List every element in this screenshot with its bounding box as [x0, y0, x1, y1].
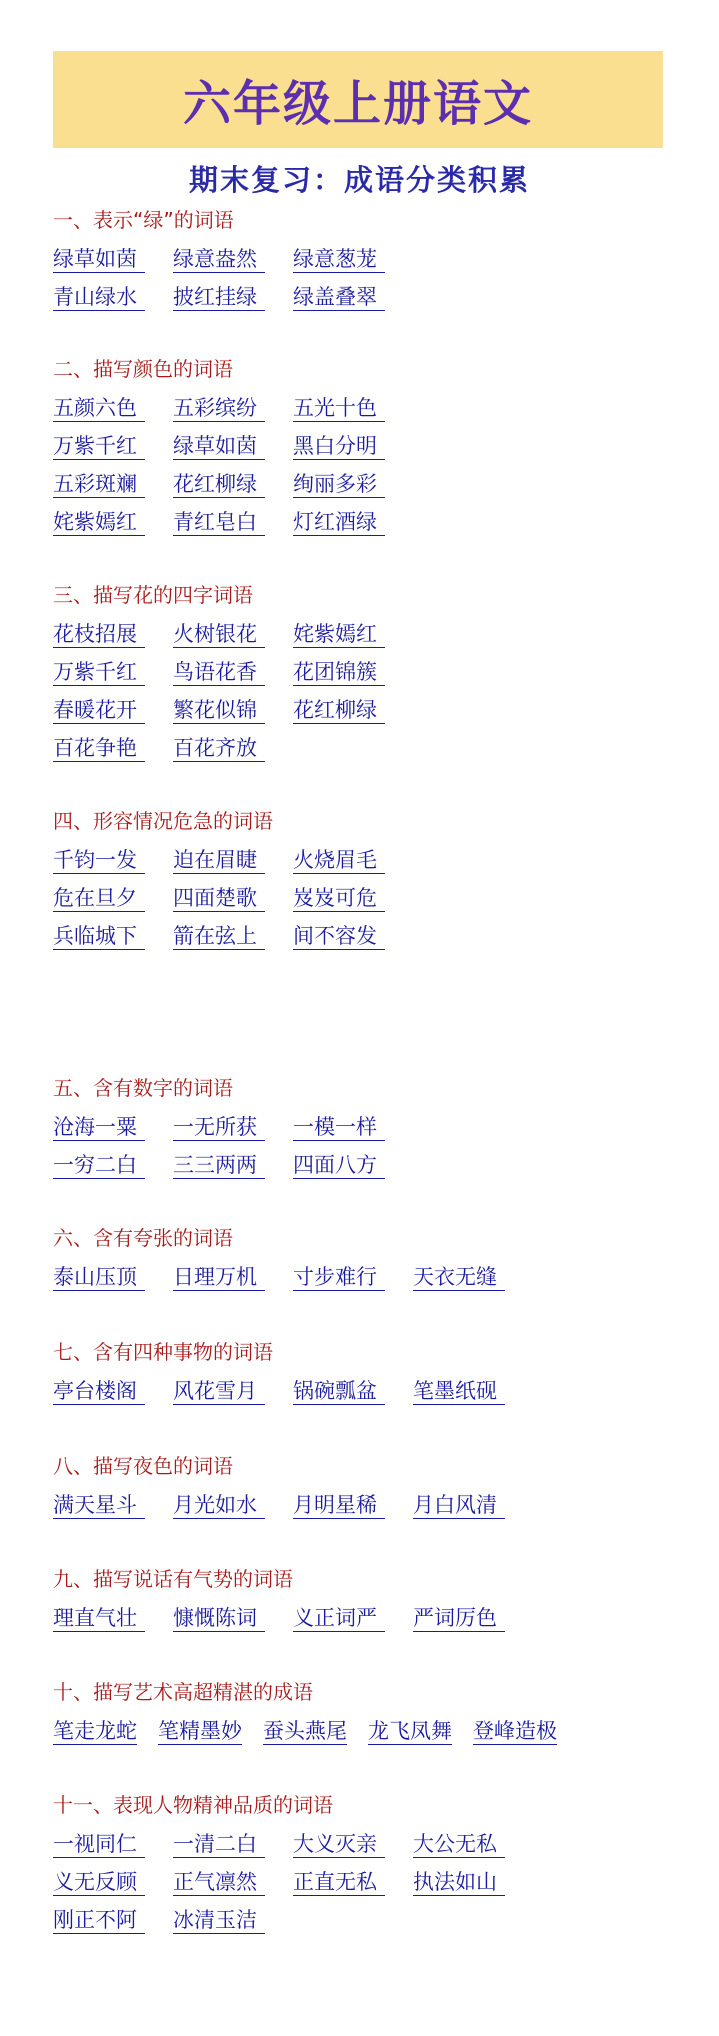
idiom-term: 蚕头燕尾 — [263, 1719, 347, 1743]
idiom-row — [53, 885, 385, 923]
section-6 — [53, 1226, 505, 1302]
section-4 — [53, 809, 385, 961]
section-8 — [53, 1454, 505, 1530]
idiom-list — [53, 1378, 505, 1416]
section-heading: 六、含有夸张的词语 — [53, 1226, 233, 1250]
idiom-term: 万紫千红 — [53, 433, 145, 460]
idiom-list — [53, 1831, 505, 1945]
idiom-row — [53, 433, 385, 471]
idiom-term: 迫在眉睫 — [173, 847, 265, 874]
idiom-term: 黑白分明 — [293, 433, 385, 460]
idiom-term: 姹紫嫣红 — [53, 509, 145, 536]
idiom-row — [53, 1492, 505, 1530]
section-heading: 七、含有四种事物的词语 — [53, 1340, 273, 1364]
idiom-term: 四面八方 — [293, 1152, 385, 1179]
idiom-term: 龙飞凤舞 — [368, 1719, 452, 1743]
idiom-term: 亭台楼阁 — [53, 1378, 145, 1405]
idiom-term: 义正词严 — [293, 1605, 385, 1632]
idiom-term: 一模一样 — [293, 1114, 385, 1141]
section-heading: 二、描写颜色的词语 — [53, 357, 233, 381]
section-2 — [53, 357, 385, 547]
section-5 — [53, 1076, 385, 1190]
section-10 — [53, 1680, 557, 1756]
idiom-term: 泰山压顶 — [53, 1264, 145, 1291]
idiom-term: 笔墨纸砚 — [413, 1378, 505, 1405]
idiom-list — [53, 1718, 557, 1756]
idiom-term: 登峰造极 — [473, 1719, 557, 1743]
idiom-term: 严词厉色 — [413, 1605, 505, 1632]
idiom-term: 执法如山 — [413, 1869, 505, 1896]
idiom-term: 锅碗瓢盆 — [293, 1378, 385, 1405]
idiom-term: 一穷二白 — [53, 1152, 145, 1179]
idiom-row — [53, 509, 385, 547]
section-heading: 十、描写艺术高超精湛的成语 — [53, 1680, 313, 1704]
idiom-row — [53, 1264, 505, 1302]
idiom-row — [53, 284, 385, 322]
idiom-term: 笔精墨妙 — [158, 1719, 242, 1743]
idiom-term: 千钧一发 — [53, 847, 145, 874]
idiom-list — [53, 1605, 505, 1643]
idiom-term: 月白风清 — [413, 1492, 505, 1519]
idiom-term: 鸟语花香 — [173, 659, 265, 686]
idiom-term: 火树银花 — [173, 621, 265, 648]
idiom-term: 花团锦簇 — [293, 659, 385, 686]
idiom-row — [53, 1605, 505, 1643]
section-heading: 一、表示“绿”的词语 — [53, 208, 234, 232]
section-1 — [53, 208, 385, 322]
idiom-term: 一清二白 — [173, 1831, 265, 1858]
idiom-row — [53, 697, 385, 735]
section-heading: 五、含有数字的词语 — [53, 1076, 233, 1100]
idiom-list — [53, 246, 385, 322]
page-title: 六年级上册语文 — [182, 76, 533, 132]
idiom-term: 间不容发 — [293, 923, 385, 950]
idiom-term: 满天星斗 — [53, 1492, 145, 1519]
idiom-list — [53, 847, 385, 961]
idiom-row — [53, 246, 385, 284]
idiom-term: 花红柳绿 — [173, 471, 265, 498]
idiom-list — [53, 1114, 385, 1190]
section-7 — [53, 1340, 505, 1416]
idiom-list — [53, 395, 385, 547]
idiom-term: 五彩缤纷 — [173, 395, 265, 422]
idiom-term: 五颜六色 — [53, 395, 145, 422]
idiom-term: 月光如水 — [173, 1492, 265, 1519]
section-heading: 四、形容情况危急的词语 — [53, 809, 273, 833]
page-subtitle: 期末复习：成语分类积累 — [188, 163, 530, 197]
idiom-term: 义无反顾 — [53, 1869, 145, 1896]
idiom-term: 冰清玉洁 — [173, 1907, 265, 1934]
idiom-term: 慷慨陈词 — [173, 1605, 265, 1632]
idiom-row — [53, 1831, 505, 1869]
idiom-term: 火烧眉毛 — [293, 847, 385, 874]
idiom-term: 风花雪月 — [173, 1378, 265, 1405]
idiom-term: 繁花似锦 — [173, 697, 265, 724]
idiom-term: 岌岌可危 — [293, 885, 385, 912]
idiom-row — [53, 1152, 385, 1190]
idiom-term: 正气凛然 — [173, 1869, 265, 1896]
section-heading: 九、描写说话有气势的词语 — [53, 1567, 293, 1591]
idiom-term: 寸步难行 — [293, 1264, 385, 1291]
idiom-term: 笔走龙蛇 — [53, 1719, 137, 1743]
section-9 — [53, 1567, 505, 1643]
idiom-row — [53, 621, 385, 659]
idiom-term: 大公无私 — [413, 1831, 505, 1858]
idiom-term: 披红挂绿 — [173, 284, 265, 311]
section-heading: 十一、表现人物精神品质的词语 — [53, 1793, 333, 1817]
title-banner — [53, 51, 663, 148]
idiom-term: 绿意葱茏 — [293, 246, 385, 273]
idiom-term: 绿意盎然 — [173, 246, 265, 273]
idiom-term: 一视同仁 — [53, 1831, 145, 1858]
idiom-term: 沧海一粟 — [53, 1114, 145, 1141]
idiom-list — [53, 1492, 505, 1530]
idiom-row — [53, 735, 385, 773]
idiom-term: 绿草如茵 — [173, 433, 265, 460]
section-heading: 三、描写花的四字词语 — [53, 583, 253, 607]
idiom-row — [53, 1114, 385, 1152]
idiom-term: 绿草如茵 — [53, 246, 145, 273]
idiom-term: 青山绿水 — [53, 284, 145, 311]
idiom-term: 万紫千红 — [53, 659, 145, 686]
idiom-term: 花枝招展 — [53, 621, 145, 648]
idiom-term: 刚正不阿 — [53, 1907, 145, 1934]
idiom-term: 理直气壮 — [53, 1605, 145, 1632]
idiom-row — [53, 1907, 505, 1945]
idiom-term: 春暖花开 — [53, 697, 145, 724]
idiom-term: 绿盖叠翠 — [293, 284, 385, 311]
idiom-term: 青红皂白 — [173, 509, 265, 536]
idiom-term: 正直无私 — [293, 1869, 385, 1896]
idiom-term: 箭在弦上 — [173, 923, 265, 950]
idiom-row — [53, 1718, 557, 1756]
idiom-term: 四面楚歌 — [173, 885, 265, 912]
idiom-row — [53, 395, 385, 433]
idiom-term: 百花争艳 — [53, 735, 145, 762]
idiom-row — [53, 1869, 505, 1907]
section-11 — [53, 1793, 505, 1945]
section-3 — [53, 583, 385, 773]
idiom-term: 灯红酒绿 — [293, 509, 385, 536]
idiom-term: 姹紫嫣红 — [293, 621, 385, 648]
idiom-term: 月明星稀 — [293, 1492, 385, 1519]
idiom-row — [53, 1378, 505, 1416]
idiom-list — [53, 1264, 505, 1302]
idiom-term: 百花齐放 — [173, 735, 265, 762]
idiom-list — [53, 621, 385, 773]
idiom-row — [53, 659, 385, 697]
idiom-term: 大义灭亲 — [293, 1831, 385, 1858]
idiom-row — [53, 471, 385, 509]
idiom-term: 三三两两 — [173, 1152, 265, 1179]
idiom-term: 绚丽多彩 — [293, 471, 385, 498]
idiom-term: 五彩斑斓 — [53, 471, 145, 498]
idiom-term: 五光十色 — [293, 395, 385, 422]
idiom-term: 兵临城下 — [53, 923, 145, 950]
idiom-term: 日理万机 — [173, 1264, 265, 1291]
idiom-row — [53, 923, 385, 961]
section-heading: 八、描写夜色的词语 — [53, 1454, 233, 1478]
idiom-term: 天衣无缝 — [413, 1264, 505, 1291]
idiom-term: 花红柳绿 — [293, 697, 385, 724]
idiom-term: 一无所获 — [173, 1114, 265, 1141]
idiom-term: 危在旦夕 — [53, 885, 145, 912]
idiom-row — [53, 847, 385, 885]
